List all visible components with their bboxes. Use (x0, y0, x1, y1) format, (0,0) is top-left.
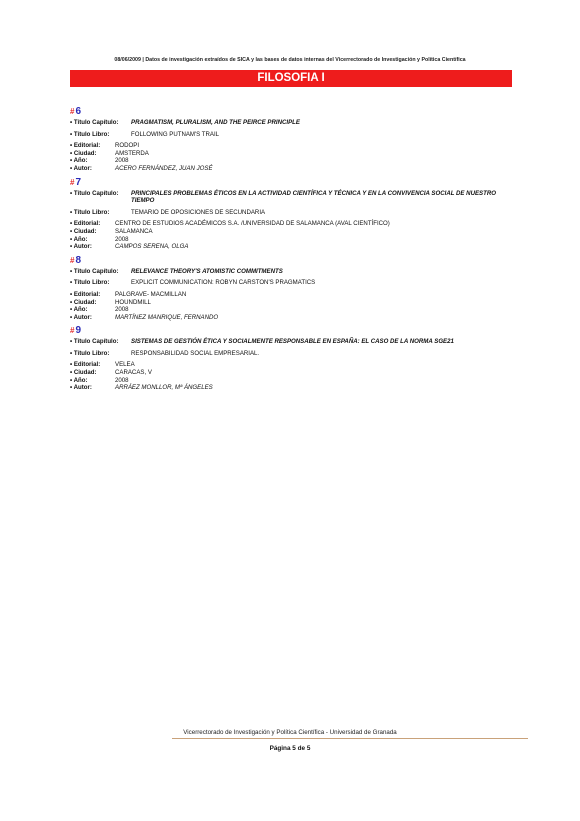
city: AMSTERDA (115, 149, 149, 157)
publisher: VELEA (115, 361, 135, 369)
record (70, 324, 510, 392)
footer-divider (172, 738, 528, 739)
author-label: • Autor: (70, 313, 92, 321)
hash-icon: # (70, 255, 75, 265)
city: HOUNDMILL (115, 298, 151, 306)
year-row (70, 157, 510, 165)
book-title: EXPLICIT COMMUNICATION: ROBYN CARSTON'S PRAGMATICS (131, 279, 316, 287)
year: 2008 (115, 157, 129, 165)
record-number (70, 176, 510, 190)
author-label: • Autor: (70, 243, 92, 251)
publisher-row (70, 142, 510, 150)
year: 2008 (115, 235, 129, 243)
book-title-row (70, 279, 510, 287)
record (70, 176, 510, 251)
section-title: FILOSOFIA I (70, 70, 512, 87)
year-row (70, 236, 510, 244)
chapter-title-label: • Título Capítulo: (70, 267, 119, 275)
author-row (70, 243, 510, 251)
record-number (70, 254, 510, 268)
publisher: CENTRO DE ESTUDIOS ACADÉMICOS S.A. /UNIVERSIDAD DE SALAMANCA (AVAL CIENTÍFICO) (115, 220, 390, 228)
hash-icon: # (70, 177, 75, 187)
chapter-title-label: • Título Capítulo: (70, 338, 119, 346)
city-label: • Ciudad: (70, 227, 97, 235)
book-title-label: • Título Libro: (70, 349, 110, 357)
city: CARACAS, V (115, 369, 152, 377)
city-row (70, 228, 510, 236)
chapter-title-label: • Título Capítulo: (70, 119, 119, 126)
author: MARTÍNEZ MANRIQUE, FERNANDO (115, 313, 219, 321)
page-header: 08/06/2009 | Datos de investigación extraídos de SICA y las bases de datos internas del Vicerrectorado de Investigación y Política Científica (114, 57, 466, 63)
author-row (70, 314, 510, 322)
publisher-label: • Editorial: (70, 142, 101, 150)
chapter-title-label: • Título Capítulo: (70, 189, 119, 197)
record (70, 105, 510, 173)
chapter-title-row (70, 119, 510, 127)
publisher-label: • Editorial: (70, 220, 101, 228)
book-title-label: • Título Libro: (70, 279, 110, 287)
city: SALAMANCA (115, 227, 153, 235)
author-label: • Autor: (70, 384, 92, 392)
year-label: • Año: (70, 306, 88, 314)
chapter-title-row (70, 338, 510, 346)
author: CAMPOS SERENA, OLGA (115, 243, 189, 251)
year: 2008 (115, 376, 129, 384)
city-row (70, 369, 510, 377)
chapter-title: SISTEMAS DE GESTIÓN ÉTICA Y SOCIALMENTE RESPONSABLE EN ESPAÑA: EL CASO DE LA NORMA SGE21 (131, 338, 454, 346)
publisher: PALGRAVE- MACMILLAN (115, 290, 187, 298)
book-title-row (70, 209, 510, 217)
author-row (70, 165, 510, 173)
chapter-title: PRINCIPALES PROBLEMAS ÉTICOS EN LA ACTIVIDAD CIENTÍFICA Y TÉCNICA Y EN LA CONVIVENCIA SOCIAL DE NUESTRO TIEMPO (131, 189, 496, 205)
year-row (70, 306, 510, 314)
chapter-title-row (70, 268, 510, 276)
city-label: • Ciudad: (70, 149, 97, 157)
page-footer: Vicerrectorado de Investigación y Política Científica - Universidad de Granada (183, 729, 397, 736)
chapter-title-row (70, 190, 510, 205)
city-row (70, 299, 510, 307)
publisher-row (70, 291, 510, 299)
chapter-title: PRAGMATISM, PLURALISM, AND THE PEIRCE PRINCIPLE (131, 119, 300, 126)
book-title-row (70, 350, 510, 358)
city-row (70, 150, 510, 158)
hash-icon: # (70, 107, 75, 116)
year-label: • Año: (70, 235, 88, 243)
records-list (70, 105, 510, 395)
publisher-row (70, 220, 510, 228)
year: 2008 (115, 306, 129, 314)
publisher: RODOPI (115, 142, 140, 150)
book-title: RESPONSABILIDAD SOCIAL EMPRESARIAL. (131, 349, 260, 357)
chapter-title: RELEVANCE THEORY'S ATOMISTIC COMMITMENTS (131, 267, 283, 275)
book-title-label: • Título Libro: (70, 208, 110, 216)
publisher-row (70, 361, 510, 369)
city-label: • Ciudad: (70, 298, 97, 306)
record-number-value: 8 (75, 254, 82, 266)
book-title: FOLLOWING PUTNAM'S TRAIL (131, 130, 220, 138)
page-number: Página 5 de 5 (269, 745, 311, 752)
book-title-row (70, 131, 510, 139)
record (70, 254, 510, 322)
record-number-value: 7 (75, 176, 82, 188)
book-title: TEMARIO DE OPOSICIONES DE SECUNDARIA (131, 208, 266, 216)
year-label: • Año: (70, 157, 88, 165)
year-row (70, 377, 510, 385)
author-label: • Autor: (70, 164, 92, 172)
author: ACERO FERNÁNDEZ, JUAN JOSÉ (115, 164, 213, 172)
author: ARRÁEZ MONLLOR, Mª ÁNGELES (115, 384, 213, 392)
record-number-value: 6 (75, 106, 82, 117)
publisher-label: • Editorial: (70, 290, 101, 298)
author-row (70, 384, 510, 392)
year-label: • Año: (70, 376, 88, 384)
record-number (70, 105, 510, 119)
record-number-value: 9 (75, 325, 82, 337)
city-label: • Ciudad: (70, 369, 97, 377)
record-number (70, 324, 510, 338)
hash-icon: # (70, 326, 75, 336)
book-title-label: • Título Libro: (70, 130, 110, 138)
publisher-label: • Editorial: (70, 361, 101, 369)
